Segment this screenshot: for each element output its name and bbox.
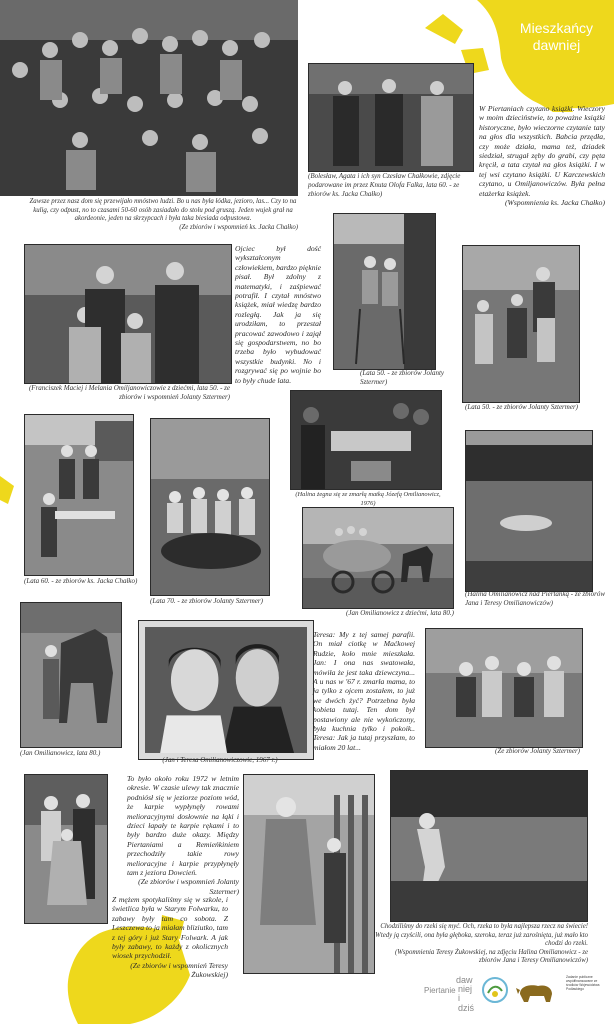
caption-photo-1-text: Zawsze przez nasz dom się przewijało mnóstwo ludzi. Bo u nas była łódka, jezioro, las... Czy to na kulig, czy odpust, no to czasami 50-60 osób zasiadało do stołu pod gruszą. Jeden wujek grał na akordeonie, jeden na skrzypcach i była taka biesiada odpustowa. [29, 198, 297, 223]
funding-note: Zadanie publiczne współfinansowane ze środków Województwa Podlaskiego [566, 975, 600, 991]
caption-photo-7: (Lata 70. - ze zbiorów Jolanty Sztermer) [150, 597, 263, 605]
caption-photo-1-source: (Ze zbiorów i wspomnień ks. Jacka Chałko) [179, 223, 298, 231]
photo-family-gathering [0, 0, 298, 196]
text-school [112, 895, 228, 980]
page-title: Mieszkańcy dawniej [519, 20, 594, 53]
photo-children-ladder [333, 213, 436, 370]
text-teresa-jan-body: Teresa: My z tej samej parafii. On miał ciotkę w Maćkowej Rudzie, koło mnie mieszkała. Jan: I ona nas swatowała, mówiła że jest taka dziewczyna... A u nas w '67 r. zmarła mama, to ja tylko z ojcem zostałem, to już we dwóch żyć? Potrzebna była kobieta tutaj. Ten dom był postawiony ale nie wykończony, była kuchnia tylko i pokoik.. Teresa: Jak ja tutaj przyszłam, to miałom 20 lat... [313, 630, 415, 752]
caption-photo-16-text: Chodziliśmy do rzeki się myć. Och, rzeka to była najlepsza rzecz na świecie! Wtedy ją czyścili, ona była głęboka, szeroka, teraz już zarośnięta, już mało kto chodzi do rzeki. [375, 923, 588, 948]
photo-family-yard [462, 245, 580, 403]
caption-photo-16 [372, 923, 588, 966]
photo-wedding-portrait [139, 621, 313, 759]
photo-woman-fence [243, 774, 375, 974]
logo-line2: niej [458, 984, 473, 994]
photo-couple-child [24, 774, 108, 924]
text-father [235, 244, 321, 385]
circle-logo [482, 977, 508, 1003]
text-fish-source: (Ze zbiorów i wspomnień Jolanty Sztermer) [138, 877, 239, 896]
text-teresa-jan [313, 630, 415, 752]
logo-line1: daw [456, 975, 473, 985]
caption-photo-3: (Franciszek Maciej i Melania Omiljanowiczowie z dziećmi, lata 50. - ze zbiorów i wspomnień Jolanty Sztermer) [28, 384, 230, 401]
text-books [479, 104, 605, 207]
caption-photo-13: (Ze zbiorów Jolanty Sztermer) [495, 747, 580, 755]
caption-photo-12: (Jan i Teresa Omilianowiczowie, 1967 r.) [162, 756, 278, 764]
caption-photo-2: (Bolesław, Agata i ich syn Czesław Chałkowie, zdjęcie podarowane im przez Knuta Olofa Falka, lata 60. - ze zbiorów ks. Jacka Chałko) [308, 172, 461, 198]
text-fish-body: To było około roku 1972 w letnim okresie. W czasie ulewy tak znacznie podniósł się w jeziorze poziom wód, że karpie wypłynęły rowami melioracyjnymi dosłownie na łąki i dzieci łapały te karpie rękami i to były bardzo duże okazy. Między Piertaniami a Remieńkiniem przechodziły takie rowy melioracyjne i karpie przypłynęły tam z jeziora Dowcień. [127, 774, 239, 878]
photo-chalko-family [308, 63, 474, 172]
caption-photo-16-source: (Wspomnienia Teresy Żukowskiej, na zdjęciu Halina Omilianowicz - ze zbiorów Jana i Teresy Omilianowiczów) [394, 948, 588, 965]
text-books-body: W Piertaniach czytano książki. Wieczory w moim dzieciństwie, to poważne książki historyczne, było wieczorne czytanie taty na głos dla wszystkich. Babcia przędła, czy może działa, mama też, dziadek siedział, strugał zęby do grabi, czy pęta kręcił, a tata czytał na głos książki. I w tej wsi czytano książki. U Karczewskich czytano, u Omiljanowiczów. Była pełna etażerka książek. [479, 104, 605, 198]
photo-omiljanowicz-family [24, 244, 232, 384]
logo-word: Piertanie [424, 986, 456, 995]
caption-photo-6: (Lata 60. - ze zbiorów ks. Jacka Chałko) [24, 577, 138, 585]
caption-photo-11: (Jan Omilianowicz, lata 80.) [20, 749, 101, 757]
caption-photo-9: (Jan Omilianowicz z dziećmi, lata 80.) [346, 609, 454, 617]
photo-children-bench [24, 414, 134, 576]
bison-logo-icon [516, 980, 556, 1004]
photo-children-group [425, 628, 583, 748]
photo-funeral [290, 390, 442, 490]
text-father-body: Ojciec był dość wykształconym człowiekiem, bardzo pięknie pisał. Był zdolny z matematyki, i zaśpiewać potrafił. I czytał mnóstwo książek, miał wiedzę bardzo rozległą. Jak ja się urodziłam, to przestał pracować zawodowo i zajął się gospodarstwem, no bo trzeba było wybudować wszystkie budynki. No i rozgrywać się po wojnie bo to były chude lata. [235, 244, 321, 385]
text-school-source: (Ze zbiorów i wspomnień Teresy Żukowskiej) [130, 960, 228, 980]
yellow-accent-left [0, 470, 20, 510]
caption-photo-1 [28, 198, 298, 232]
piertanie-logo [424, 975, 475, 1013]
photo-children-tub [150, 418, 270, 596]
caption-photo-4: (Lata 50. - ze zbiorów Jolanty Sztermer) [360, 369, 444, 386]
text-school-body: Z mężem spotykaliśmy się w szkole, i świetlica była w Starym Folwarku, to zabawy były tam co sobota. Z Leszczewa to ja miałam bliziutko, tam z tej góry i już Stary Folwark. A jak były zabawy, to każdy z okolicznych wiosek przychodził. [112, 895, 228, 961]
photo-river-bathing [390, 770, 588, 922]
caption-photo-5: (Lata 50. - ze zbiorów Jolanty Sztermer) [465, 403, 578, 411]
photo-horse-cart [302, 507, 454, 609]
photo-river [465, 430, 593, 592]
text-books-source: (Wspomnienia ks. Jacka Chałko) [505, 198, 605, 208]
caption-photo-10: (Halina Omilianowicz nad Piertanką - ze zbiorów Jana i Teresy Omilianowiczów) [465, 590, 605, 607]
photo-man-horse [20, 602, 122, 748]
caption-photo-8: (Halina żegna się ze zmarłą matką Józefą Omilianowicz, 1976) [295, 491, 441, 507]
text-fish [127, 774, 239, 896]
logo-line3: i dziś [458, 993, 475, 1013]
